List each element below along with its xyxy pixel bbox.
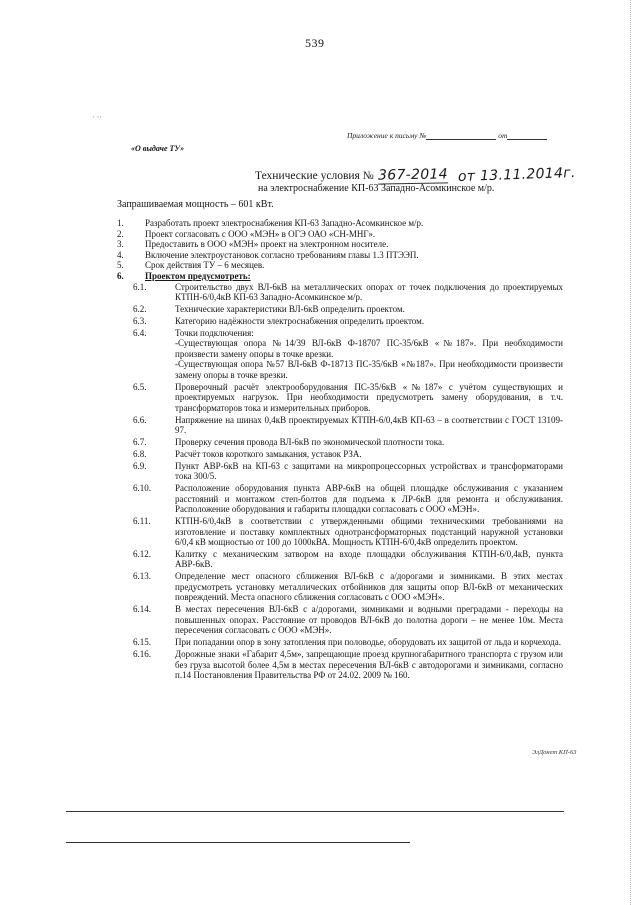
sub-item-text bbox=[175, 649, 563, 681]
sub-item-number: 6.7. bbox=[133, 437, 147, 447]
sub-item-text bbox=[175, 316, 563, 327]
sub-item-text bbox=[175, 483, 563, 515]
sub-item bbox=[117, 483, 563, 515]
sub-item-text bbox=[175, 461, 563, 482]
sub-item-text bbox=[175, 516, 563, 548]
scan-edge bbox=[630, 0, 632, 905]
sub-item bbox=[117, 461, 563, 482]
list-item: 3. Предоставить в ООО «МЭН» проект на электронном носителе. bbox=[117, 239, 389, 250]
sub-item bbox=[117, 604, 563, 636]
sub-item-text bbox=[175, 282, 563, 303]
sub-item bbox=[117, 649, 563, 681]
sub-item-number: 6.16. bbox=[133, 648, 151, 659]
sub-item-paragraph: Технические характеристики ВЛ-6кВ определить проектом. bbox=[175, 303, 405, 314]
attachment-number-blank bbox=[426, 139, 496, 140]
sub-item bbox=[117, 316, 563, 327]
sub-item bbox=[117, 328, 563, 381]
attachment-label: Приложение к письму № bbox=[347, 131, 427, 140]
sub-item bbox=[117, 282, 563, 303]
footer-note: ЭлДонет КП-63 bbox=[532, 749, 577, 756]
sub-item-text bbox=[175, 449, 563, 460]
sub-item-paragraph: Расположение оборудования пункта АВР-6кВ на общей площадке обслуживания с указанием расстояний и монтажом степ-болтов для подъема к ЛР-6кВ для ремонта и обслуживания. Расположение оборудования и габариты площадки согласовать с ООО «МЭН». bbox=[175, 482, 563, 515]
attachment-from: от bbox=[498, 131, 508, 140]
sub-item-number: 6.11. bbox=[133, 515, 151, 526]
sub-item-text bbox=[175, 415, 563, 436]
sub-item bbox=[117, 382, 563, 414]
sub-item-number: 6.2. bbox=[133, 303, 147, 314]
sub-item-paragraph: Проверочный расчёт электрооборудования ПС-35/6кВ «№187» с учётом существующих и проектируемых нагрузок. При необходимости предусмотреть замену оборудования, в т.ч. трансформаторов тока и измерительных приборов. bbox=[175, 381, 563, 413]
sub-item-paragraph: В местах пересечения ВЛ-6кВ с а/дорогами, зимниками и водными преградами - переходы на повышенных опорах. Расстояние от проводов ВЛ-6кВ до полотна дороги – не менее 10м. Места пересечения согласовать с ООО «МЭН». bbox=[175, 604, 563, 636]
sub-item-paragraph: -Существующая опора №14/39 ВЛ-6кВ Ф-18707 ПС-35/6кВ «№187». При необходимости произвести замену опоры в точке врезки. bbox=[175, 338, 563, 359]
sub-item-paragraph: Категорию надёжности электроснабжения определить проектом. bbox=[175, 315, 425, 326]
sub-item-paragraph: Проверку сечения провода ВЛ-6кВ по экономической плотности тока. bbox=[175, 437, 445, 447]
sub-item-text bbox=[175, 304, 563, 315]
list-item: 6. Проектом предусмотреть: bbox=[117, 270, 251, 281]
handwritten-date: от 13.11.2014г. bbox=[457, 164, 576, 186]
sub-item-number: 6.9. bbox=[133, 460, 147, 471]
sub-item-number: 6.14. bbox=[133, 604, 151, 615]
sub-item-text bbox=[175, 604, 563, 636]
list-item: 5. Срок действия ТУ – 6 месяцев. bbox=[117, 260, 265, 271]
list-item: 2. Проект согласовать с ООО «МЭН» в ОГЭ ОАО «СН-МНГ». bbox=[117, 228, 376, 239]
sub-item-paragraph: Напряжение на шинах 0,4кВ проектируемых КТПН-6/0,4кВ КП-63 – в соответствии с ГОСТ 13109-97. bbox=[175, 414, 563, 436]
sub-item-text bbox=[175, 637, 563, 648]
scan-specks: · ·· bbox=[92, 113, 102, 122]
attachment-date-blank bbox=[507, 139, 547, 140]
sub-item-paragraph: Определение мест опасного сближения ВЛ-6кВ с а/дорогами и зимниками. В этих местах предусмотреть установку металлических отбойников для защиты опор ВЛ-6кВ от механических повреждений. Места опасного сближения согласовать с ООО «МЭН». bbox=[175, 571, 563, 603]
attachment-line bbox=[347, 131, 547, 140]
sub-item-paragraph: -Существующая опора №57 ВЛ-6кВ Ф-18713 ПС-35/6кВ «№187». При необходимости произвести замену опоры в точке врезки. bbox=[175, 359, 563, 380]
sub-item-text bbox=[175, 328, 563, 381]
sub-item-text bbox=[175, 571, 563, 603]
handwritten-number: 367-2014 bbox=[377, 166, 448, 184]
signature-line bbox=[66, 811, 564, 812]
sub-item-paragraph: Калитку с механическим затвором на входе площадки обслуживания КТПН-6/0,4кВ, пункта АВР-6кВ. bbox=[175, 548, 563, 570]
sub-item bbox=[117, 437, 563, 448]
sub-item bbox=[117, 549, 563, 570]
sub-item-text bbox=[175, 382, 563, 414]
sub-item bbox=[117, 449, 563, 460]
sub-item bbox=[117, 637, 563, 648]
page-number: 539 bbox=[305, 36, 325, 50]
sub-item-paragraph: Точки подключения: bbox=[175, 327, 254, 338]
requirements-list bbox=[117, 218, 563, 682]
sub-item-number: 6.8. bbox=[133, 448, 147, 459]
sub-item-paragraph: Дорожные знаки «Габарит 4,5м», запрещающие проезд крупногабаритного транспорта с грузом или без груза высотой более 4,5м в местах пересечения ВЛ-6кВ с автодорогами и зимниками, согласно п.14 Постановления Правительства РФ от 24.02. 2009 № 160. bbox=[175, 648, 563, 681]
sub-item-paragraph: КТПН-6/0,4кВ в соответствии с утвержденными общими техническими требованиями на изготовление и поставку комплектных однотрансформаторных подстанций наружной установки 6/0,4 кВ мощностью от 100 до 1000кВА. Мощность КТПН-6/0,4кВ определить проектом. bbox=[175, 515, 563, 548]
signature-line-short bbox=[66, 842, 410, 843]
document-title bbox=[255, 164, 576, 186]
document-subtitle: на электроснабжение КП-63 Западно-Асомкинское м/р. bbox=[258, 183, 495, 194]
sub-item-number: 6.10. bbox=[133, 482, 151, 493]
sub-item-number: 6.4. bbox=[133, 327, 147, 338]
sub-item-text bbox=[175, 437, 563, 448]
sub-requirements-list bbox=[117, 282, 563, 681]
sub-item bbox=[117, 415, 563, 436]
sub-item bbox=[117, 516, 563, 548]
requested-power: Запрашиваемая мощность – 601 кВт. bbox=[117, 199, 274, 210]
title-prefix: Технические условия № bbox=[255, 170, 374, 182]
sub-item-text bbox=[175, 549, 563, 570]
sub-item-paragraph: Пункт АВР-6кВ на КП-63 с защитами на микропроцессорных устройствах и трансформаторами тока 300/5. bbox=[175, 460, 563, 482]
sub-item-number: 6.6. bbox=[133, 414, 147, 425]
sub-item-number: 6.1. bbox=[133, 281, 147, 292]
sub-item-number: 6.13. bbox=[133, 571, 151, 582]
sub-item bbox=[117, 571, 563, 603]
sub-item bbox=[117, 304, 563, 315]
sub-item-paragraph: Строительство двух ВЛ-6кВ на металлических опорах от точек подключения до проектируемых КТПН-6/0,4кВ КП-63 Западно-Асомкинское м/р. bbox=[175, 281, 563, 303]
list-item: 1. Разработать проект электроснабжения КП-63 Западно-Асомкинское м/р. bbox=[117, 218, 424, 228]
sub-item-number: 6.5. bbox=[133, 381, 147, 392]
letter-subject: «О выдаче ТУ» bbox=[131, 144, 185, 153]
sub-item-paragraph: Расчёт токов короткого замыкания, уставок РЗА. bbox=[175, 448, 362, 459]
sub-item-number: 6.15. bbox=[133, 637, 151, 648]
sub-item-number: 6.12. bbox=[133, 548, 151, 559]
list-item: 4. Включение электроустановок согласно требованиям главы 1.3 ПТЭЭП. bbox=[117, 249, 419, 260]
sub-item-number: 6.3. bbox=[133, 315, 147, 326]
sub-item-paragraph: При попадании опор в зону затопления при половодье, оборудовать их защитой от льда и корчехода. bbox=[175, 637, 561, 648]
